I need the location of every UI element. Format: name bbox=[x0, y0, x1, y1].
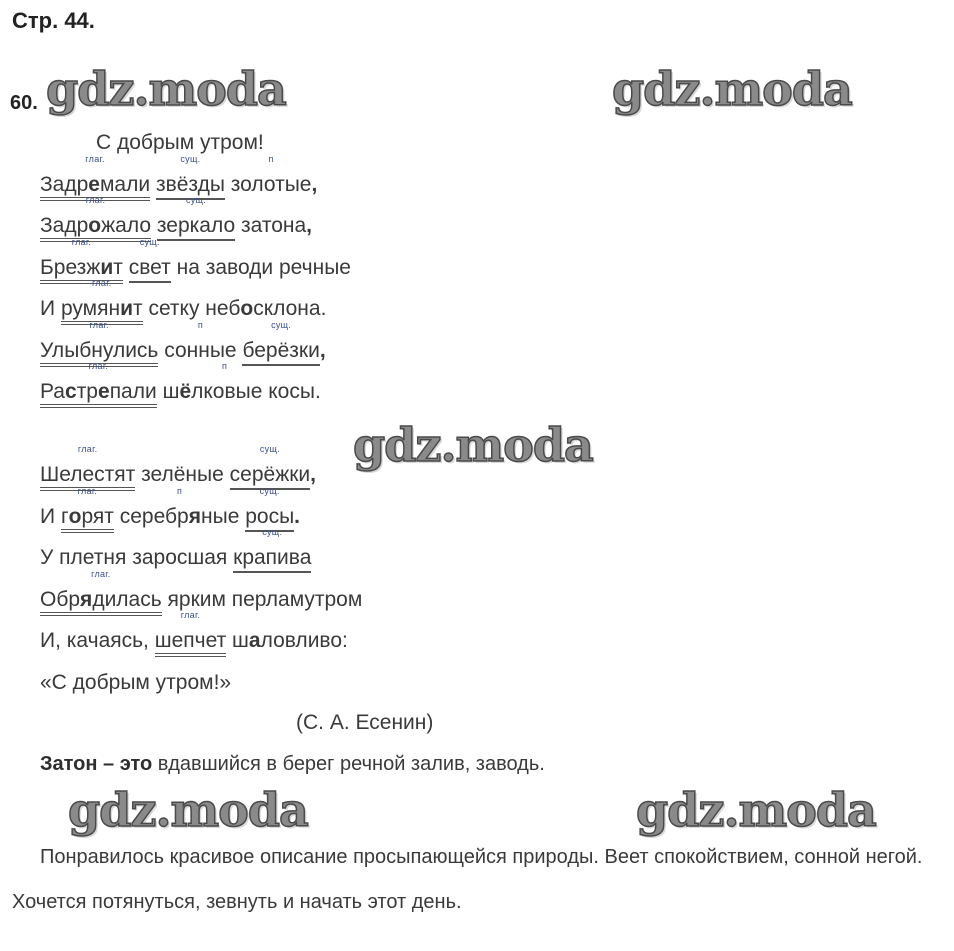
pos-annotation: сущ. bbox=[139, 237, 160, 247]
word: шаловливо: bbox=[232, 629, 348, 652]
pos-annotation: п bbox=[221, 361, 228, 371]
pos-annotation: сущ. bbox=[259, 444, 280, 454]
pos-annotation: глаг. bbox=[71, 237, 92, 247]
punctuation: , bbox=[319, 339, 326, 362]
conclusion-paragraph: Понравилось красивое описание просыпающейся природы. Веет спокойствием, сонной негой. Хочется потянуться, зевнуть и начать этот день. bbox=[12, 846, 923, 913]
predicate-word: глаг. Обрядилась bbox=[40, 588, 162, 616]
word: затона bbox=[240, 214, 307, 237]
word: п золотые bbox=[230, 154, 312, 196]
predicate-word: глаг. Задремали bbox=[40, 173, 150, 201]
word: ярким перламутром bbox=[167, 588, 363, 611]
pos-annotation: глаг. bbox=[91, 569, 111, 579]
predicate-word: глаг. румянит bbox=[61, 297, 143, 325]
pos-annotation: глаг. bbox=[85, 195, 106, 205]
pos-annotation: сущ. bbox=[185, 195, 207, 205]
poem-line bbox=[40, 237, 351, 284]
poem-line bbox=[40, 154, 318, 201]
watermark: gdz.moda bbox=[46, 62, 286, 116]
poem-line bbox=[40, 486, 301, 533]
predicate-word: глаг. Растрепали bbox=[40, 380, 157, 408]
poem-line bbox=[40, 527, 312, 573]
predicate-word: глаг. Брезжит bbox=[40, 256, 123, 284]
pos-annotation: глаг. bbox=[77, 486, 98, 496]
predicate-word: глаг. горят bbox=[61, 505, 114, 533]
poem-author: (С. А. Есенин) bbox=[296, 711, 434, 734]
pos-annotation: глаг. bbox=[85, 154, 105, 164]
predicate-word: глаг. Задрожало bbox=[40, 214, 151, 242]
pos-annotation: сущ. bbox=[262, 527, 283, 537]
word: «С добрым утром!» bbox=[40, 671, 232, 694]
predicate-word: глаг. Шелестят bbox=[40, 463, 135, 491]
page-label: Стр. 44. bbox=[12, 8, 95, 33]
predicate-word: глаг. шепчет bbox=[155, 629, 226, 657]
pos-annotation: п bbox=[176, 486, 183, 496]
pos-annotation: сущ. bbox=[180, 154, 201, 164]
subject-word: сущ. звёзды bbox=[156, 173, 225, 200]
poem-line bbox=[40, 610, 348, 657]
watermark: gdz.moda bbox=[636, 783, 876, 837]
subject-word: сущ. зеркало bbox=[157, 214, 235, 241]
poem-line bbox=[40, 320, 326, 367]
poem-line bbox=[40, 569, 363, 616]
word: И, качаясь, bbox=[40, 629, 149, 652]
punctuation: , bbox=[311, 173, 318, 196]
word: сетку небосклона. bbox=[148, 297, 327, 320]
watermark: gdz.moda bbox=[353, 418, 593, 472]
predicate-word: глаг. Улыбнулись bbox=[40, 339, 158, 367]
poem-line bbox=[40, 671, 231, 695]
subject-word: сущ. росы bbox=[245, 505, 294, 532]
word: У плетня заросшая bbox=[40, 546, 228, 569]
punctuation: , bbox=[306, 214, 312, 237]
punctuation: . bbox=[294, 505, 301, 528]
word: п шёлковые косы. bbox=[162, 361, 321, 403]
word: п сонные bbox=[164, 320, 237, 362]
pos-annotation: сущ. bbox=[259, 486, 280, 496]
pos-annotation: сущ. bbox=[271, 320, 292, 330]
subject-word: сущ. серёжки bbox=[230, 463, 311, 490]
definition bbox=[40, 753, 545, 776]
word: п серебряные bbox=[119, 486, 240, 528]
pos-annotation: глаг. bbox=[88, 361, 109, 371]
watermark: gdz.moda bbox=[612, 62, 852, 116]
pos-annotation: п bbox=[268, 154, 274, 164]
watermark: gdz.moda bbox=[68, 783, 308, 837]
pos-annotation: глаг. bbox=[89, 320, 109, 330]
word: на заводи речные bbox=[176, 256, 351, 279]
definition-term: Затон – это bbox=[40, 753, 153, 775]
word: И bbox=[40, 505, 56, 528]
poem-title: С добрым утром! bbox=[96, 131, 264, 154]
pos-annotation: п bbox=[197, 320, 203, 330]
poem-line bbox=[40, 361, 321, 408]
subject-word: сущ. берёзки bbox=[242, 339, 319, 366]
word: И bbox=[40, 297, 56, 320]
subject-word: сущ. свет bbox=[129, 256, 171, 283]
task-number: 60. bbox=[10, 92, 38, 114]
word: зелёные bbox=[141, 463, 224, 486]
definition-text: вдавшийся в берег речной залив, заводь. bbox=[152, 753, 545, 775]
pos-annotation: глаг. bbox=[92, 278, 112, 288]
punctuation: , bbox=[310, 463, 317, 486]
pos-annotation: глаг. bbox=[180, 610, 201, 620]
pos-annotation: глаг. bbox=[77, 444, 98, 454]
subject-word: сущ. крапива bbox=[233, 546, 311, 573]
